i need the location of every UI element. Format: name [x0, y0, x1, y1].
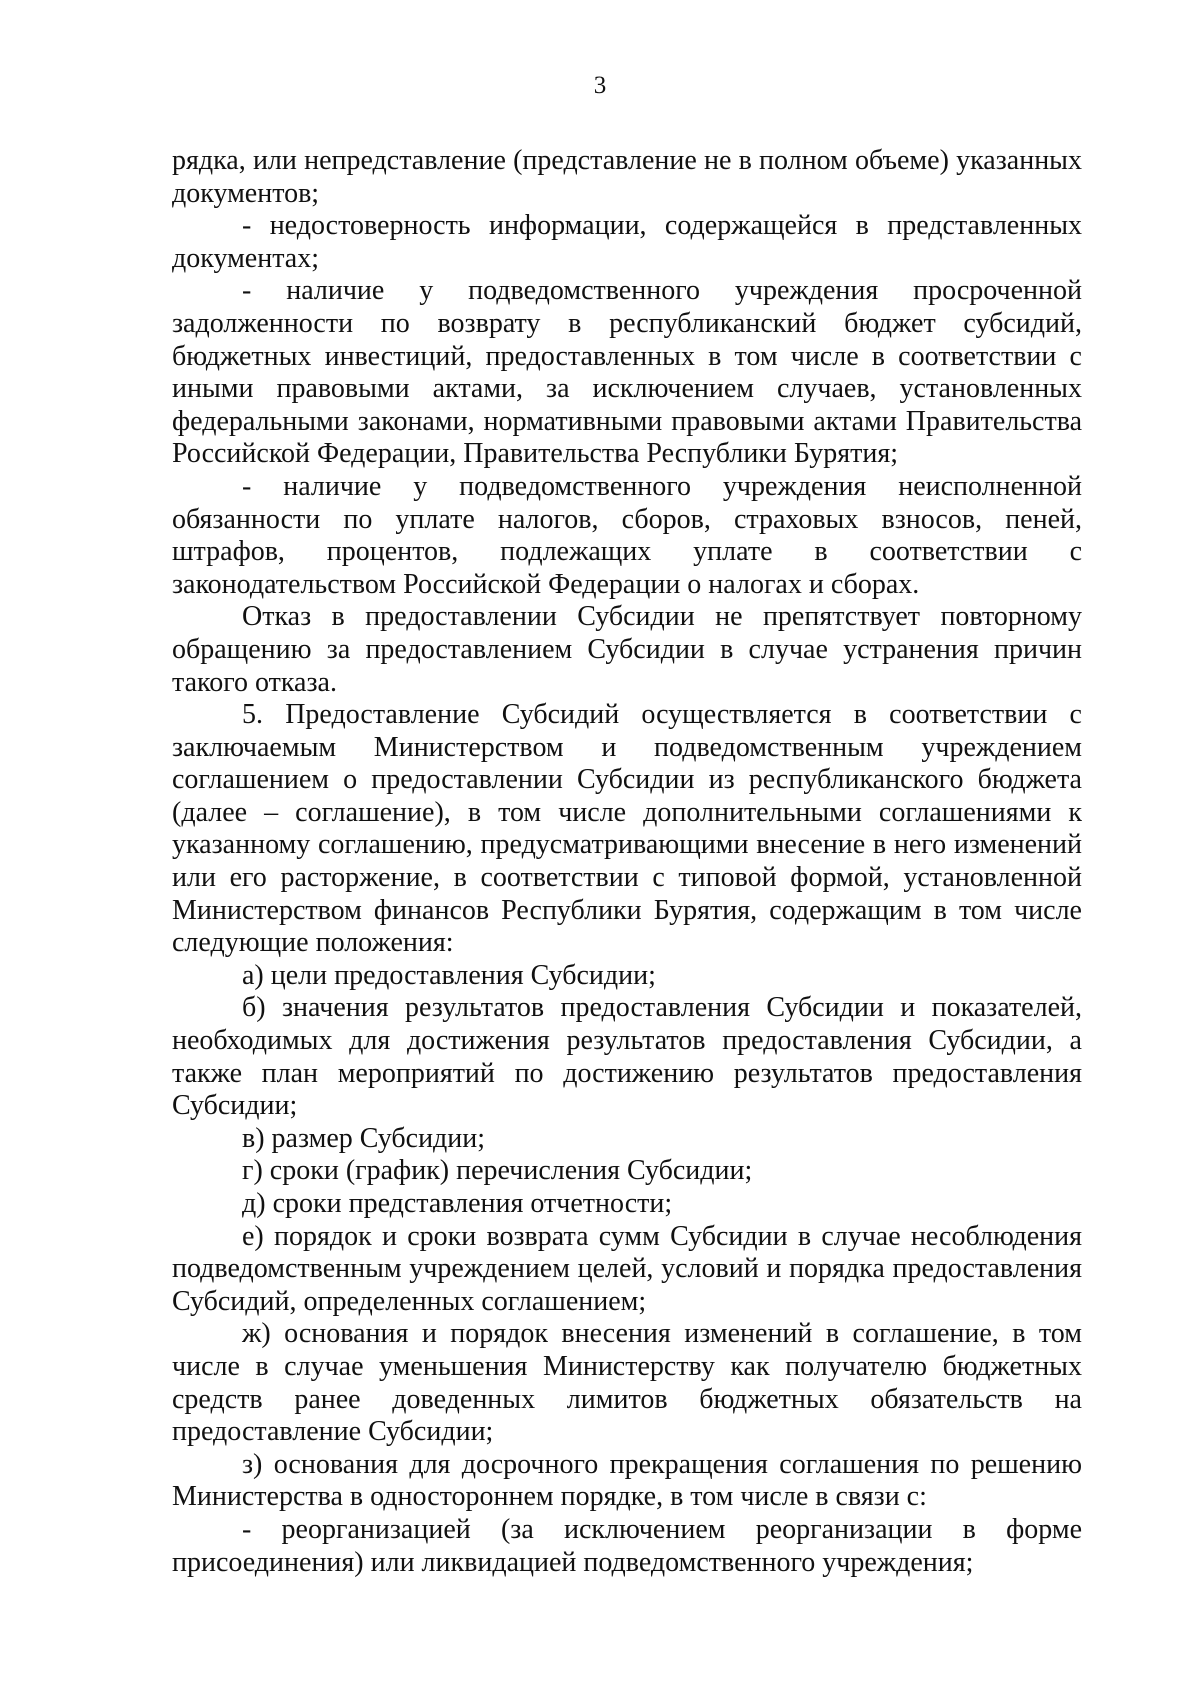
paragraph-item-g: г) сроки (график) перечисления Субсидии; — [242, 1155, 753, 1187]
paragraph-item-5: 5. Предоставление Субсидий осуществляется в соответствии с заключаемым Министерством и подведомственным учреждением соглашением о предоставлении Субсидии из республиканского бюджета (далее – соглашение), в том числе дополнительными соглашениями к указанному соглашению, предусматривающими внесение в него изменений или его расторжение, в соответствии с типовой формой, установленной Министерством финансов Республики Бурятия, содержащим в том числе следующие положения: — [172, 699, 1082, 959]
paragraph-item-a: а) цели предоставления Субсидии; — [242, 959, 656, 991]
paragraph-tax-obligation: - наличие у подведомственного учреждения неисполненной обязанности по уплате налогов, сборов, страховых взносов, пеней, штрафов, процентов, подлежащих уплате в соответствии с законодательством Российской Федерации о налогах и сборах. — [172, 470, 1082, 600]
paragraph-item-e: е) порядок и сроки возврата сумм Субсидии в случае несоблюдения подведомственным учреждением целей, условий и порядка предоставления Субсидий, определенных соглашением; — [172, 1220, 1082, 1317]
paragraph-item-z: з) основания для досрочного прекращения соглашения по решению Министерства в одностороннем порядке, в том числе в связи с: — [172, 1448, 1082, 1513]
paragraph-item-b: б) значения результатов предоставления Субсидии и показателей, необходимых для достижения результатов предоставления Субсидии, а также план мероприятий по достижению результатов предоставления Субсидии; — [172, 992, 1082, 1122]
document-body — [172, 145, 1082, 1579]
paragraph-item-d: д) сроки представления отчетности; — [242, 1188, 673, 1219]
paragraph-item-v: в) размер Субсидии; — [242, 1122, 486, 1154]
page-number: 3 — [593, 72, 607, 99]
paragraph-unreliable-info: - недостоверность информации, содержащейся в представленных документах; — [172, 210, 1082, 274]
paragraph-reorganization: - реорганизацией (за исключением реорганизации в форме присоединения) или ликвидацией подведомственного учреждения; — [172, 1513, 1082, 1578]
paragraph-refusal: Отказ в предоставлении Субсидии не препятствует повторному обращению за предоставлением Субсидии в случае устранения причин такого отказа. — [172, 601, 1082, 698]
paragraph-continuation: рядка, или непредставление (представление не в полном объеме) указанных документов; — [172, 145, 1082, 209]
paragraph-overdue-debt: - наличие у подведомственного учреждения просроченной задолженности по возврату в республиканский бюджет субсидий, бюджетных инвестиций, предоставленных в том числе в соответствии с иными правовыми актами, за исключением случаев, установленных федеральными законами, нормативными правовыми актами Правительства Российской Федерации, Правительства Республики Бурятия; — [172, 275, 1082, 470]
paragraph-item-zh: ж) основания и порядок внесения изменений в соглашение, в том числе в случае уменьшения Министерству как получателю бюджетных средств ранее доведенных лимитов бюджетных обязательств на предоставление Субсидии; — [172, 1318, 1082, 1448]
